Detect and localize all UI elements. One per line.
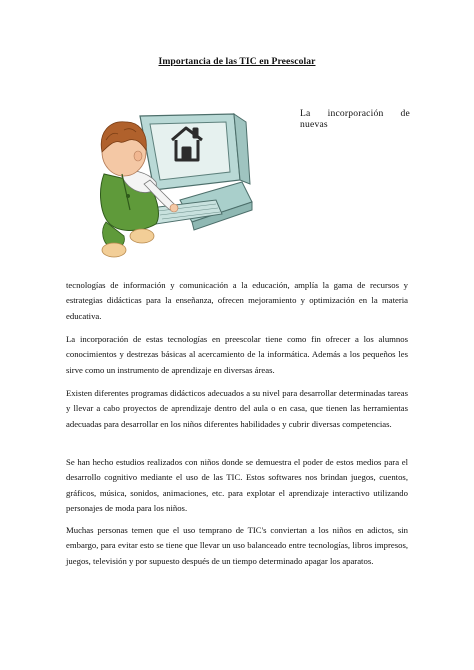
document-title: Importancia de las TIC en Preescolar: [158, 56, 316, 67]
paragraph-4: Se han hecho estudios realizados con niños donde se demuestra el poder de estos medios para el desarrollo cognitivo mediante el uso de las TIC. Estos softwares nos brindan juegos, cuentos, gráficos, música, sonidos, animaciones, etc. para explotar el aprendizaje interactivo utilizando personajes de moda para los niños.: [66, 457, 408, 513]
intro-fragment: La incorporación de nuevas: [300, 108, 410, 130]
paragraph-5: Muchas personas temen que el uso temprano de TIC's conviertan a los niños en adictos, sin embargo, para evitar esto se tiene que llevar un uso balanceado entre tecnologías, libros impresos, juegos, televisión y por supuesto después de un tiempo determinado apagar los aparatos.: [66, 525, 408, 566]
child-at-computer-illustration: [84, 110, 260, 260]
paragraph-3: Existen diferentes programas didácticos adecuados a su nivel para desarrollar determinadas tareas y llevar a cabo proyectos de aprendizaje dentro del aula o en casa, que tienen las herramientas adecuadas para desarrollar en los niños diferentes habilidades y cubrir diversas competencias.: [66, 388, 408, 429]
paragraph-1: tecnologías de información y comunicación a la educación, amplía la gama de recursos y estrategias didácticas para la enseñanza, ofrecen mejoramiento y optimización en la materia educativa.: [66, 280, 408, 321]
paragraph-2: La incorporación de estas tecnologías en preescolar tiene como fin ofrecer a los alumnos conocimientos y destrezas básicas al acercamiento de la informática. Además a los pequeños les sirve como un instrumento de aprendizaje en diversas áreas.: [66, 334, 408, 375]
